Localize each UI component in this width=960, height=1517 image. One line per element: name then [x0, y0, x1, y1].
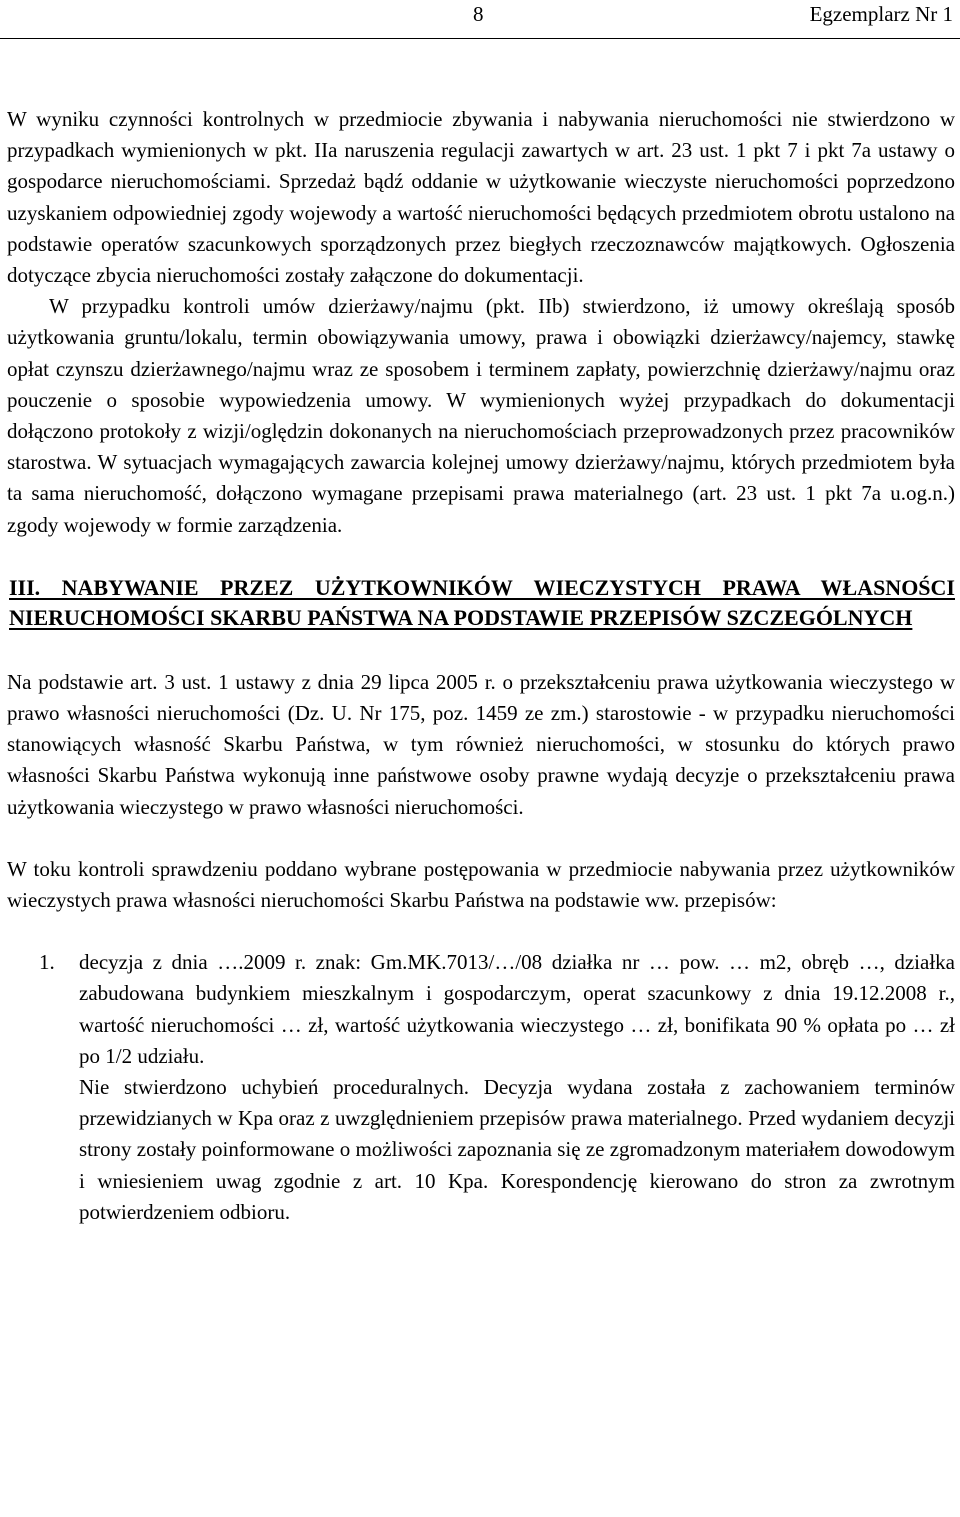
- paragraph-control-results: W wyniku czynności kontrolnych w przedmiocie zbywania i nabywania nieruchomości nie stwierdzono w przypadkach wymienionych w pkt. IIa naruszenia regulacji zawartych w art. 23 ust. 1 pkt 7 i pkt 7a ustawy o gospodarce nieruchomościami. Sprzedaż bądź oddanie w użytkowanie wieczyste nieruchomości poprzedzono uzyskaniem odpowiedniej zgody wojewody a wartość nieruchomości będących przedmiotem obrotu ustalono na podstawie operatów szacunkowych sporządzonych przez biegłych rzeczoznawców majątkowych. Ogłoszenia dotyczące zbycia nieruchomości zostały załączone do dokumentacji.: [7, 107, 955, 288]
- page-number: 8: [473, 2, 484, 26]
- paragraph-legal-basis: Na podstawie art. 3 ust. 1 ustawy z dnia 29 lipca 2005 r. o przekształceniu prawa użytkowania wieczystego w prawo własności nieruchomości (Dz. U. Nr 175, poz. 1459 ze zm.) starostowie - w przypadku nieruchomości stanowiących własność Skarbu Państwa, w tym również nieruchomości, w stosunku do których prawo własności Skarbu Państwa wykonują inne państwowe osoby prawne wydają decyzje o przekształceniu prawa użytkowania wieczystego w prawo własności nieruchomości.: [7, 669, 955, 819]
- spacer: [7, 633, 955, 667]
- decision-list: [7, 947, 955, 1228]
- list-item-decision: decyzja z dnia ….2009 r. znak: Gm.MK.7013/…/08 działka nr … pow. … m2, obręb …, działka zabudowana budynkiem mieszkalnym i gospodarczym, operat szacunkowy z dnia 19.12.2008 r., wartość nieruchomości … zł, wartość użytkowania wieczystego … zł, bonifikata 90 % opłata po … zł po 1/2 udziału.: [79, 950, 955, 1068]
- list-item-number: 1.: [39, 950, 55, 975]
- spacer: [7, 823, 955, 854]
- section-title: III. NABYWANIE PRZEZ UŻYTKOWNIKÓW WIECZYSTYCH PRAWA WŁASNOŚCI NIERUCHOMOŚCI SKARBU PAŃSTWA NA PODSTAWIE PRZEPISÓW SZCZEGÓLNYCH: [9, 574, 955, 630]
- header-rule: [0, 38, 960, 39]
- paragraph-control-scope: W toku kontroli sprawdzeniu poddano wybrane postępowania w przedmiocie nabywania przez użytkowników wieczystych prawa własności nieruchomości Skarbu Państwa na podstawie ww. przepisów:: [7, 856, 955, 913]
- page-header: [0, 0, 960, 30]
- copy-label: Egzemplarz Nr 1: [809, 2, 953, 26]
- list-item: [7, 947, 955, 1228]
- paragraph-lease-contracts: W przypadku kontroli umów dzierżawy/najmu (pkt. IIb) stwierdzono, iż umowy określają sposób użytkowania gruntu/lokalu, termin obowiązywania umowy, prawa i obowiązki dzierżawcy/najemcy, stawkę opłat czynszu dzierżawnego/najmu wraz ze sposobem i terminem zapłaty, powierzchnię dzierżawy/najmu oraz pouczenie o sposobie wypowiedzenia umowy. W wymienionych wyżej przypadkach do dokumentacji dołączono protokoły z wizji/oględzin dokonanych na nieruchomościach przeprowadzonych przez pracowników starostwa. W sytuacjach wymagających zawarcia kolejnej umowy dzierżawy/najmu, których przedmiotem była ta sama nieruchomość, dołączono wymagane przepisami prawa materialnego (art. 23 ust. 1 pkt 7a u.og.n.) zgody wojewody w formie zarządzenia.: [7, 294, 955, 537]
- list-item-findings: Nie stwierdzono uchybień proceduralnych. Decyzja wydana została z zachowaniem terminów przewidzianych w Kpa oraz z uwzględnieniem przepisów prawa materialnego. Przed wydaniem decyzji strony zostały poinformowane o możliwości zapoznania się ze zgromadzonym materiałem dowodowym i wniesieniem uwag zgodnie z art. 10 Kpa. Korespondencję kierowano do stron za zwrotnym potwierdzeniem odbioru.: [79, 1075, 955, 1224]
- spacer: [7, 916, 955, 947]
- document-body: [7, 104, 955, 1228]
- spacer: [7, 541, 955, 573]
